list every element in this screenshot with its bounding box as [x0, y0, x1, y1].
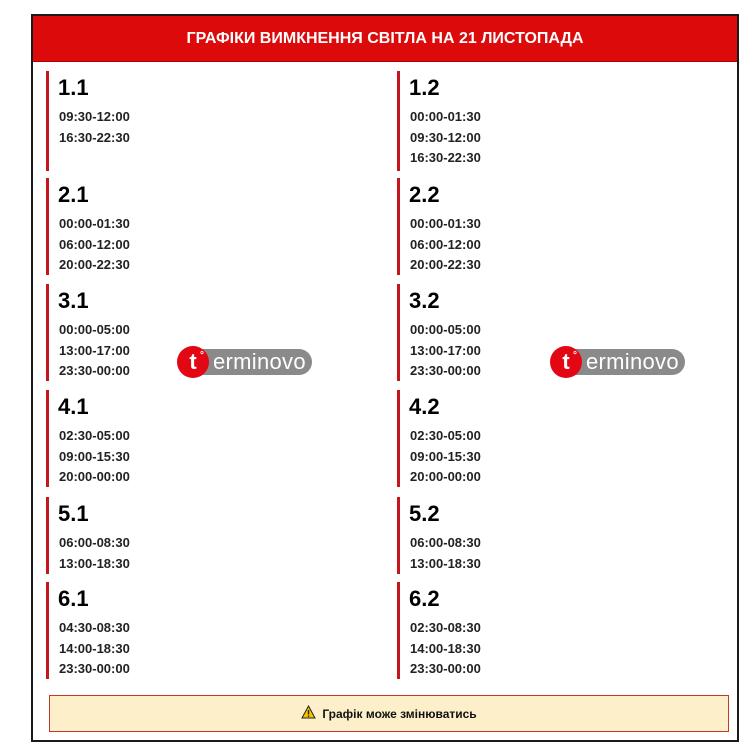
group-name: 1.1 — [58, 75, 89, 100]
watermark-logo — [550, 346, 685, 378]
schedule-card — [31, 14, 739, 742]
group-accent-bar — [46, 284, 49, 381]
group-accent-bar — [46, 178, 49, 275]
group-time-slots — [59, 426, 130, 488]
schedule-group — [46, 582, 346, 679]
watermark-badge: t ° — [177, 346, 209, 378]
group-time-slots — [410, 533, 481, 574]
time-slot: 00:00-05:00 — [410, 322, 481, 337]
group-accent-bar — [46, 71, 49, 171]
time-slot: 00:00-01:30 — [410, 109, 481, 124]
group-accent-bar — [397, 497, 400, 574]
time-slot: 23:30-00:00 — [59, 661, 130, 676]
group-time-slots — [410, 426, 481, 488]
group-name: 5.2 — [409, 501, 440, 526]
time-slot: 02:30-08:30 — [410, 620, 481, 635]
time-slot: 13:00-18:30 — [59, 555, 130, 571]
time-slot: 23:30-00:00 — [410, 661, 481, 676]
schedule-group — [397, 497, 697, 574]
warning-icon — [301, 705, 316, 722]
time-slot: 00:00-01:30 — [59, 216, 130, 231]
time-slot: 14:00-18:30 — [59, 640, 130, 656]
schedule-group — [46, 71, 346, 171]
group-time-slots — [410, 320, 481, 382]
time-slot: 02:30-05:00 — [410, 428, 481, 443]
time-slot: 13:00-17:00 — [410, 342, 481, 358]
group-name: 2.2 — [409, 182, 440, 207]
group-name: 6.2 — [409, 586, 440, 611]
page-title: ГРАФІКИ ВИМКНЕННЯ СВІТЛА НА 21 ЛИСТОПАДА — [186, 29, 584, 47]
group-name: 3.1 — [58, 288, 89, 313]
group-name: 6.1 — [58, 586, 89, 611]
schedule-change-notice — [49, 695, 729, 732]
schedule-group — [397, 71, 697, 171]
group-accent-bar — [397, 582, 400, 679]
time-slot: 02:30-05:00 — [59, 428, 130, 443]
time-slot: 14:00-18:30 — [410, 640, 481, 656]
time-slot: 09:00-15:30 — [59, 448, 130, 464]
time-slot: 06:00-12:00 — [59, 236, 130, 252]
time-slot: 20:00-00:00 — [59, 469, 130, 484]
notice-text: Графік може змінюватись — [322, 706, 477, 721]
group-accent-bar — [46, 390, 49, 487]
group-name: 4.2 — [409, 394, 440, 419]
group-time-slots — [410, 214, 481, 276]
group-time-slots — [410, 618, 481, 680]
group-name: 1.2 — [409, 75, 440, 100]
time-slot: 23:30-00:00 — [410, 363, 481, 378]
group-time-slots — [59, 320, 130, 382]
group-time-slots — [59, 618, 130, 680]
watermark-logo — [177, 346, 312, 378]
group-accent-bar — [397, 284, 400, 381]
time-slot: 06:00-12:00 — [410, 236, 481, 252]
watermark-badge: t ° — [550, 346, 582, 378]
time-slot: 16:30-22:30 — [59, 129, 130, 145]
watermark-text: erminovo — [195, 349, 312, 375]
time-slot: 13:00-17:00 — [59, 342, 130, 358]
group-time-slots — [59, 533, 130, 574]
time-slot: 09:30-12:00 — [59, 109, 130, 124]
schedule-group — [46, 390, 346, 487]
time-slot: 09:30-12:00 — [410, 129, 481, 145]
watermark-text: erminovo — [568, 349, 685, 375]
schedule-header — [33, 16, 737, 62]
group-name: 4.1 — [58, 394, 89, 419]
time-slot: 00:00-01:30 — [410, 216, 481, 231]
schedule-group — [397, 178, 697, 275]
group-accent-bar — [397, 390, 400, 487]
time-slot: 23:30-00:00 — [59, 363, 130, 378]
time-slot: 20:00-22:30 — [410, 257, 481, 272]
time-slot: 04:30-08:30 — [59, 620, 130, 635]
schedule-group — [397, 390, 697, 487]
group-name: 2.1 — [58, 182, 89, 207]
time-slot: 06:00-08:30 — [410, 535, 481, 550]
time-slot: 13:00-18:30 — [410, 555, 481, 571]
time-slot: 20:00-00:00 — [410, 469, 481, 484]
group-name: 5.1 — [58, 501, 89, 526]
group-accent-bar — [46, 582, 49, 679]
time-slot: 16:30-22:30 — [410, 150, 481, 165]
group-time-slots — [410, 107, 481, 169]
schedule-group — [46, 497, 346, 574]
group-name: 3.2 — [409, 288, 440, 313]
schedule-group — [46, 178, 346, 275]
group-accent-bar — [397, 178, 400, 275]
time-slot: 06:00-08:30 — [59, 535, 130, 550]
group-accent-bar — [397, 71, 400, 171]
group-accent-bar — [46, 497, 49, 574]
group-time-slots — [59, 214, 130, 276]
time-slot: 20:00-22:30 — [59, 257, 130, 272]
time-slot: 00:00-05:00 — [59, 322, 130, 337]
group-time-slots — [59, 107, 130, 148]
schedule-group — [397, 582, 697, 679]
time-slot: 09:00-15:30 — [410, 448, 481, 464]
